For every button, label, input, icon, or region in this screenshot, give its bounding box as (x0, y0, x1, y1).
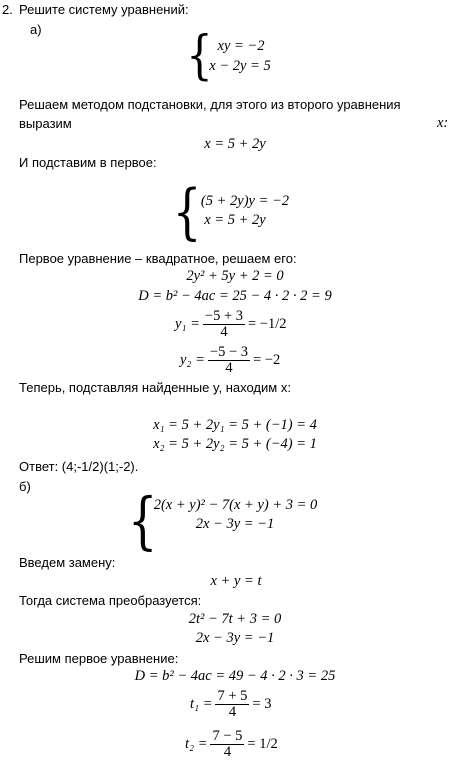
problem-title: Решите систему уравнений: (19, 2, 189, 17)
find-x-text: Теперь, подставляя найденные y, находим x: (19, 380, 291, 395)
t2-result: = 1/2 (247, 735, 278, 752)
system-a-eq1: xy = −2 (217, 38, 265, 54)
y2-result: = −2 (253, 351, 281, 368)
t2-fraction (210, 729, 244, 760)
transformed-text: Тогда система преобразуется: (19, 593, 202, 608)
t2-row (185, 727, 278, 761)
method-var: x: (437, 115, 449, 131)
system3-eq1: 2t² − 7t + 3 = 0 (188, 611, 282, 627)
part-a-label: а) (30, 22, 42, 37)
system3-eq2: 2x − 3y = −1 (195, 630, 275, 646)
part-b-label: б) (19, 479, 31, 494)
substitution-eq: x + y = t (210, 573, 262, 589)
t1-den: 4 (228, 703, 237, 720)
y1-label: y₁ = (175, 315, 200, 332)
x1-line: x₁ = 5 + 2y₁ = 5 + (−1) = 4 (153, 417, 317, 433)
brace-left-icon: { (186, 26, 213, 86)
quad-eq: 2y² + 5y + 2 = 0 (186, 268, 284, 284)
substitute-text: И подставим в первое: (19, 155, 157, 170)
system-a-eq2: x − 2y = 5 (209, 58, 271, 74)
system2-eq2: x = 5 + 2y (204, 212, 266, 228)
y2-fraction (208, 345, 250, 376)
t2-den: 4 (223, 743, 232, 760)
expr-x: x = 5 + 2y (204, 136, 266, 152)
t1-label: t₁ = (190, 695, 213, 712)
discriminant2: D = b² − 4ac = 49 − 4 · 2 · 3 = 25 (134, 668, 336, 684)
method-text-line1 (19, 97, 454, 112)
t2-num: 7 − 5 (212, 727, 243, 744)
t1-num: 7 + 5 (217, 687, 248, 704)
y2-row (180, 343, 280, 377)
y2-num: −5 − 3 (209, 343, 248, 360)
discriminant: D = b² − 4ac = 25 − 4 · 2 · 2 = 9 (138, 288, 332, 304)
t1-row (190, 687, 271, 721)
method-text-2: выразим (19, 116, 72, 131)
t1-result: = 3 (252, 695, 272, 712)
brace-left-icon-2: { (172, 177, 202, 247)
x2-line: x₂ = 5 + 2y₂ = 5 + (−4) = 1 (153, 436, 317, 452)
system2-eq1: (5 + 2y)y = −2 (200, 193, 290, 209)
brace-left-icon-3: { (127, 484, 158, 557)
method-text-1: Решаем методом подстановки, для этого из второго уравнения (19, 97, 401, 112)
y1-row (175, 307, 287, 341)
quadratic-text: Первое уравнение – квадратное, решаем его: (19, 251, 297, 266)
substitution-text: Введем замену: (19, 555, 116, 570)
t2-label: t₂ = (185, 735, 208, 752)
y1-fraction (203, 309, 245, 340)
y1-den: 4 (220, 323, 228, 340)
y2-den: 4 (225, 359, 233, 376)
solve-first-text: Решим первое уравнение: (19, 651, 179, 666)
y1-num: −5 + 3 (204, 307, 243, 324)
t1-fraction (215, 689, 249, 720)
y2-label: y₂ = (180, 351, 205, 368)
system-b-eq2: 2x − 3y = −1 (195, 516, 275, 532)
y1-result: = −1/2 (248, 315, 287, 332)
answer: Ответ: (4;-1/2)(1;-2). (19, 459, 139, 474)
system-b-eq1: 2(x + y)² − 7(x + y) + 3 = 0 (153, 497, 318, 513)
problem-number: 2. (2, 2, 13, 17)
